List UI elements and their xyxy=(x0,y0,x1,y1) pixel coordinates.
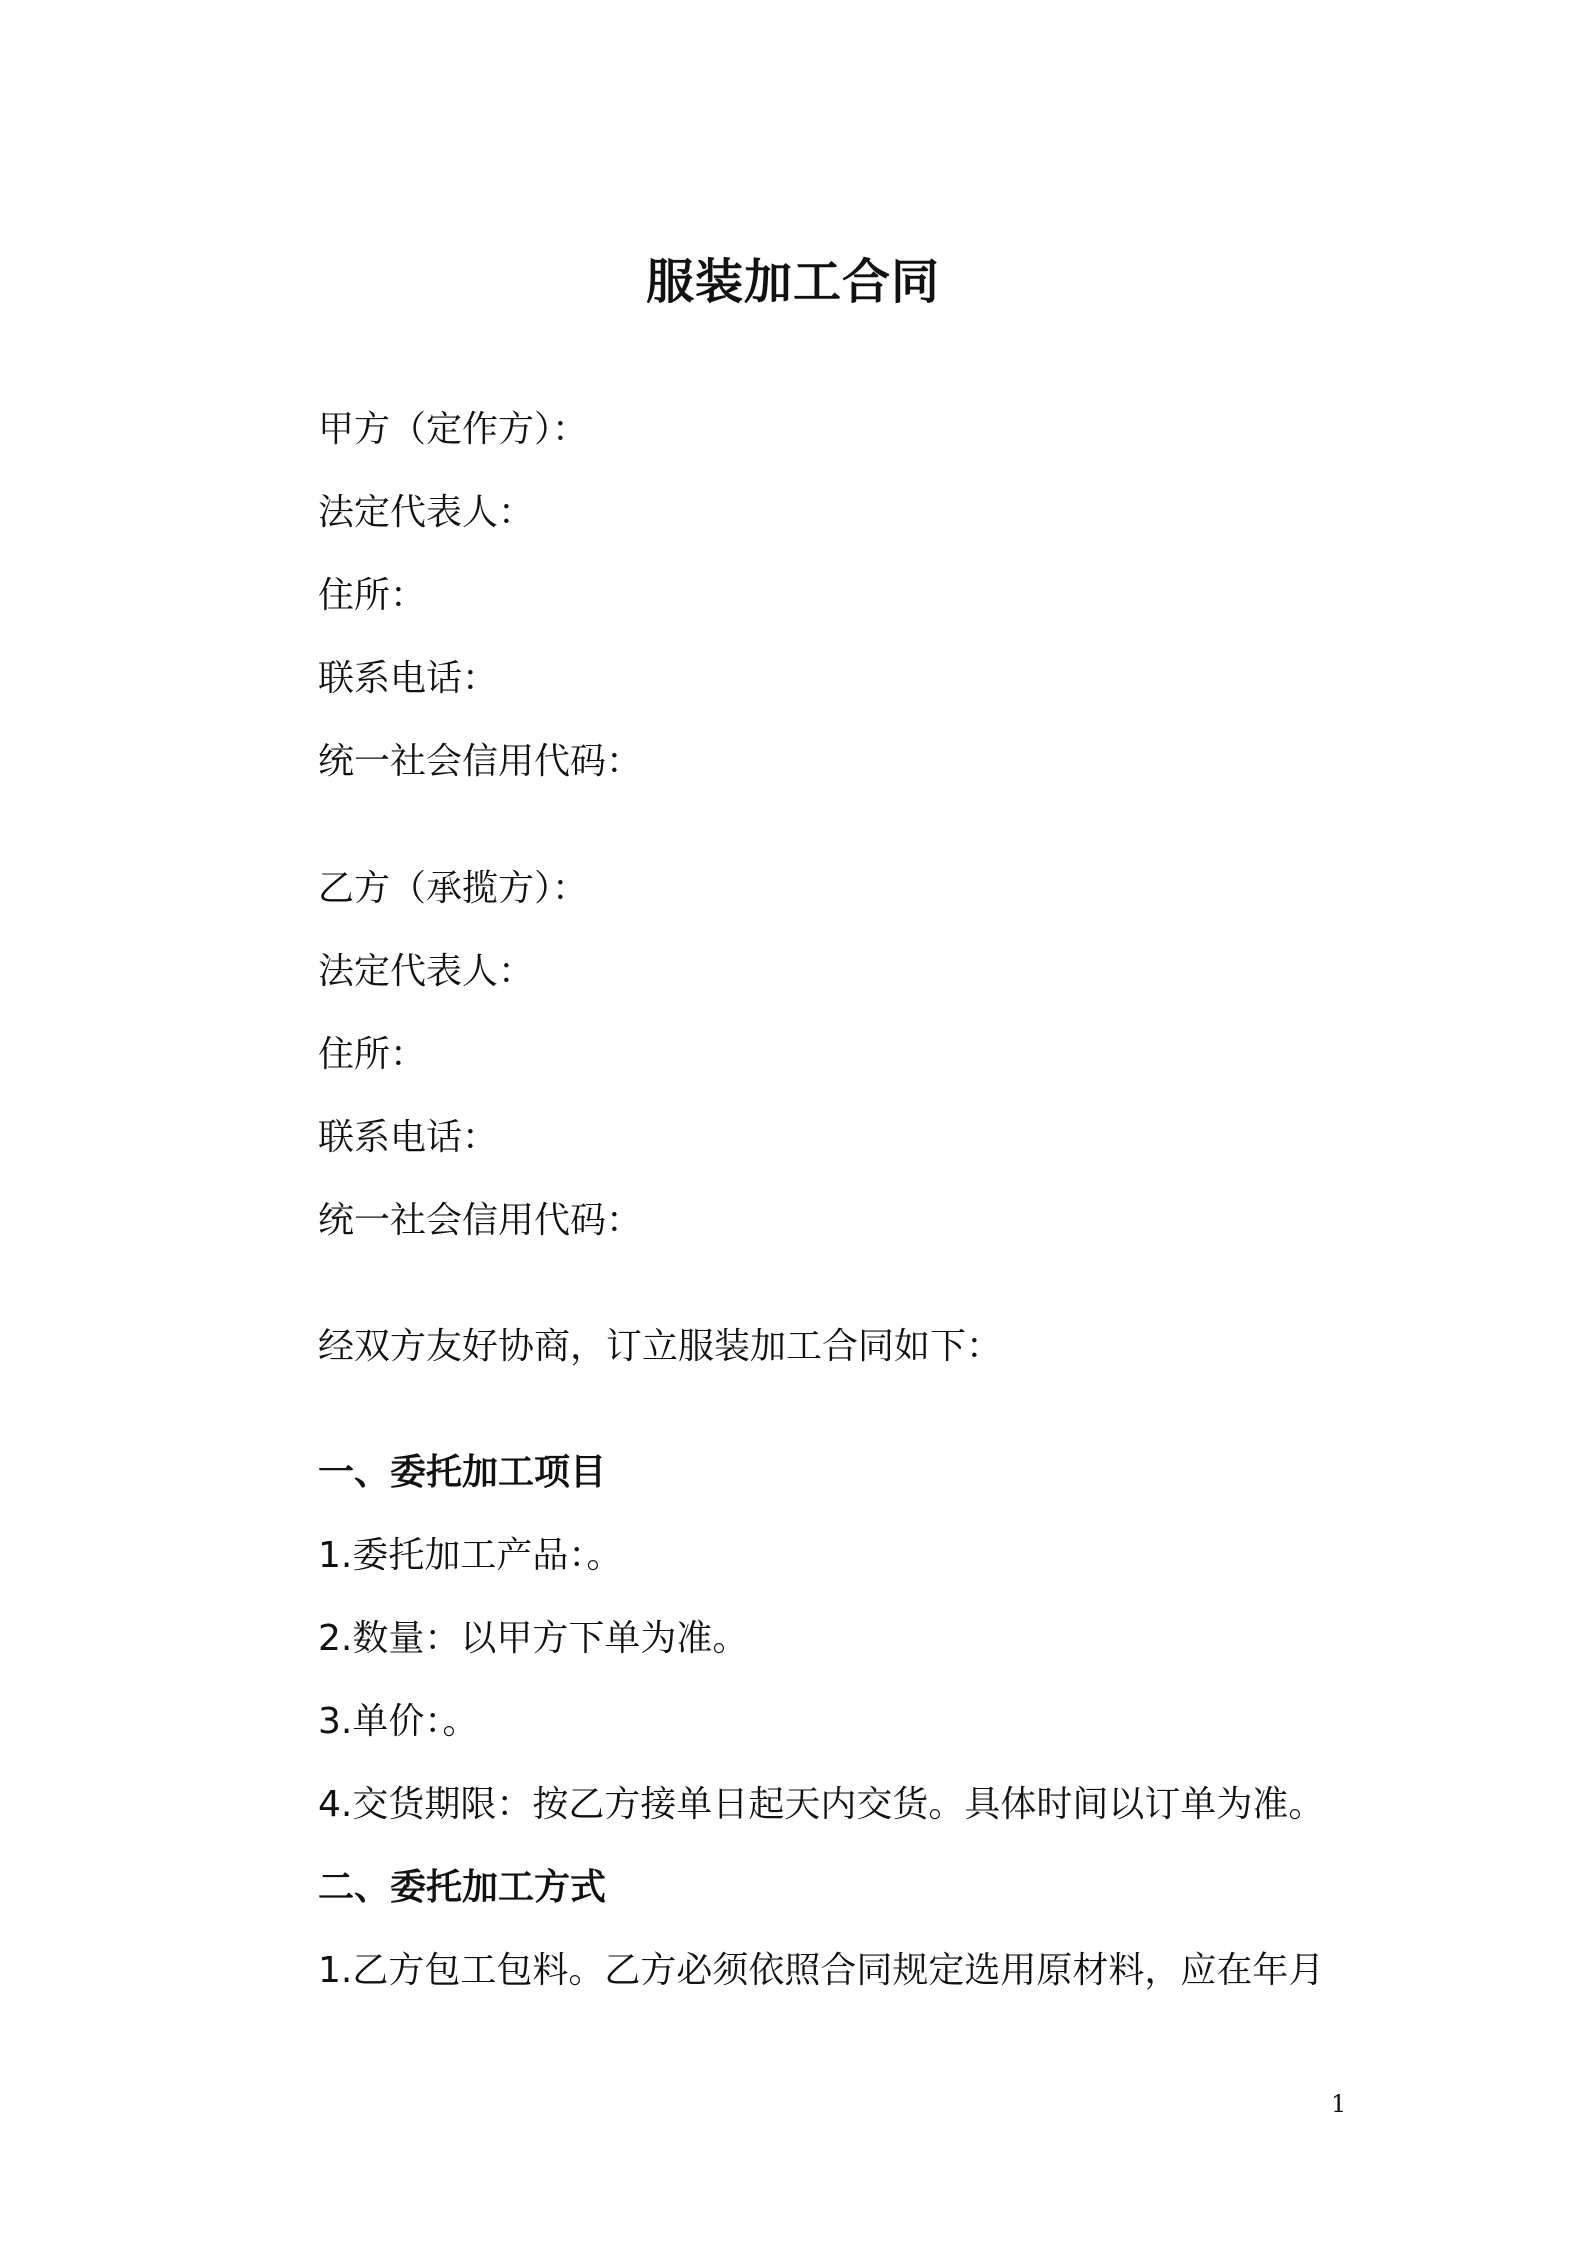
section-1-item: 2.数量：以甲方下单为准。 xyxy=(318,1618,749,1659)
party-a-legal-rep: 法定代表人： xyxy=(318,492,535,533)
party-b-phone: 联系电话： xyxy=(318,1117,499,1158)
party-a-address: 住所： xyxy=(318,575,427,616)
section-2-item: 1.乙方包工包料。乙方必须依照合同规定选用原材料，应在年月 xyxy=(318,1950,1325,1991)
section-1-item: 4.交货期限：按乙方接单日起天内交货。具体时间以订单为准。 xyxy=(318,1784,1325,1825)
party-a-phone: 联系电话： xyxy=(318,658,499,699)
party-b-credit-code: 统一社会信用代码： xyxy=(318,1200,643,1241)
page-number: 1 xyxy=(1331,2090,1347,2118)
party-a-label: 甲方（定作方）： xyxy=(318,409,589,450)
section-1-item: 1.委托加工产品：。 xyxy=(318,1535,623,1576)
party-b-label: 乙方（承揽方）： xyxy=(318,868,589,909)
preamble: 经双方友好协商，订立服装加工合同如下： xyxy=(318,1326,1003,1367)
section-1-heading: 一、委托加工项目 xyxy=(318,1452,607,1493)
party-b-legal-rep: 法定代表人： xyxy=(318,951,535,992)
section-2-heading: 二、委托加工方式 xyxy=(318,1867,607,1908)
document-title: 服装加工合同 xyxy=(645,254,940,310)
party-a-credit-code: 统一社会信用代码： xyxy=(318,741,643,782)
party-b-address: 住所： xyxy=(318,1034,427,1075)
section-1-item: 3.单价：。 xyxy=(318,1701,479,1742)
